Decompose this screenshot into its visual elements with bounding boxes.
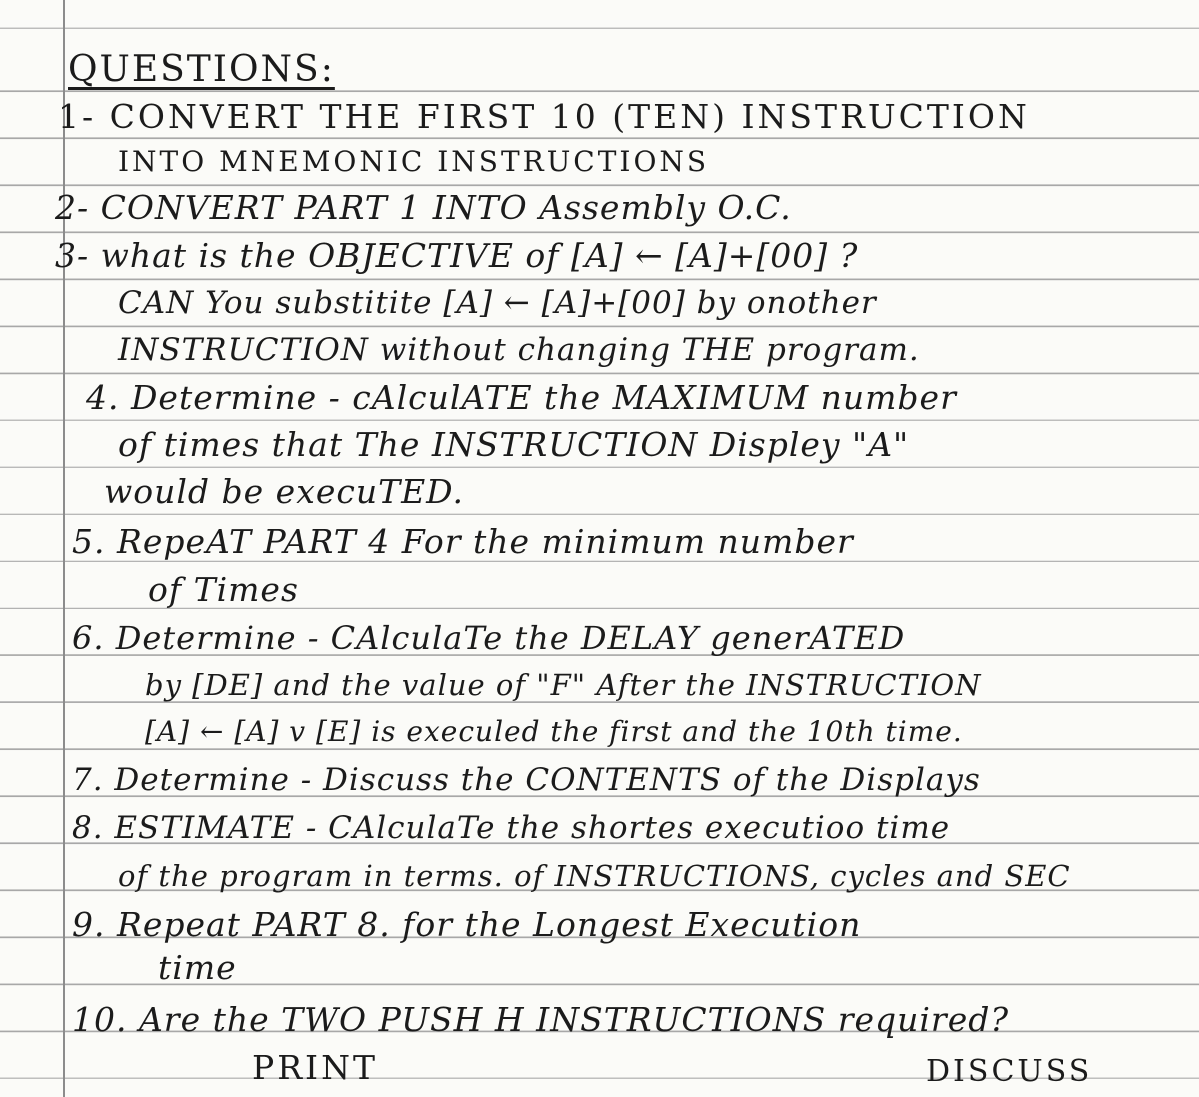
questions-heading: QUESTIONS:: [68, 49, 335, 90]
question-2-line-1: 2- CONVERT PART 1 INTO Assembly O.C.: [55, 188, 792, 227]
question-3-line-2: CAN You substitite [A] ← [A]+[00] by onother: [118, 285, 877, 321]
question-6-line-2: by [DE] and the value of "F" After the INSTRUCTION: [145, 668, 982, 702]
question-8-line-2: of the program in terms. of INSTRUCTIONS, cycles and SEC: [118, 859, 1071, 893]
question-3-line-3: INSTRUCTION without changing THE program.: [118, 332, 920, 368]
question-7-line-1: 7. Determine - Discuss the CONTENTS of the Displays: [72, 762, 981, 798]
question-1-line-2: INTO MNEMONIC INSTRUCTIONS: [118, 145, 710, 178]
question-4-line-3: would be execuTED.: [104, 472, 464, 511]
margin-line: [63, 0, 65, 1097]
question-5-line-2: of Times: [148, 570, 299, 609]
question-6-line-3: [A] ← [A] v [E] is execuled the first and the 10th time.: [145, 715, 963, 748]
question-9-line-2: time: [158, 948, 237, 987]
question-3-line-1: 3- what is the OBJECTIVE of [A] ← [A]+[00] ?: [55, 236, 859, 275]
question-8-line-1: 8. ESTIMATE - CAlculaTe the shortes executioo time: [72, 810, 951, 846]
question-5-line-1: 5. RepeAT PART 4 For the minimum number: [72, 522, 854, 561]
print-label: PRINT: [252, 1048, 378, 1087]
question-9-line-1: 9. Repeat PART 8. for the Longest Execution: [72, 905, 862, 944]
question-4-line-1: 4. Determine - cAlculATE the MAXIMUM number: [86, 378, 957, 417]
question-6-line-1: 6. Determine - CAlculaTe the DELAY generATED: [72, 619, 906, 657]
discuss-label: DISCUSS: [926, 1054, 1093, 1089]
question-10-line-1: 10. Are the TWO PUSH H INSTRUCTIONS required?: [72, 1000, 1010, 1039]
question-4-line-2: of times that The INSTRUCTION Displey "A": [118, 425, 910, 464]
question-1-line-1: 1- CONVERT THE FIRST 10 (TEN) INSTRUCTION: [58, 97, 1030, 136]
